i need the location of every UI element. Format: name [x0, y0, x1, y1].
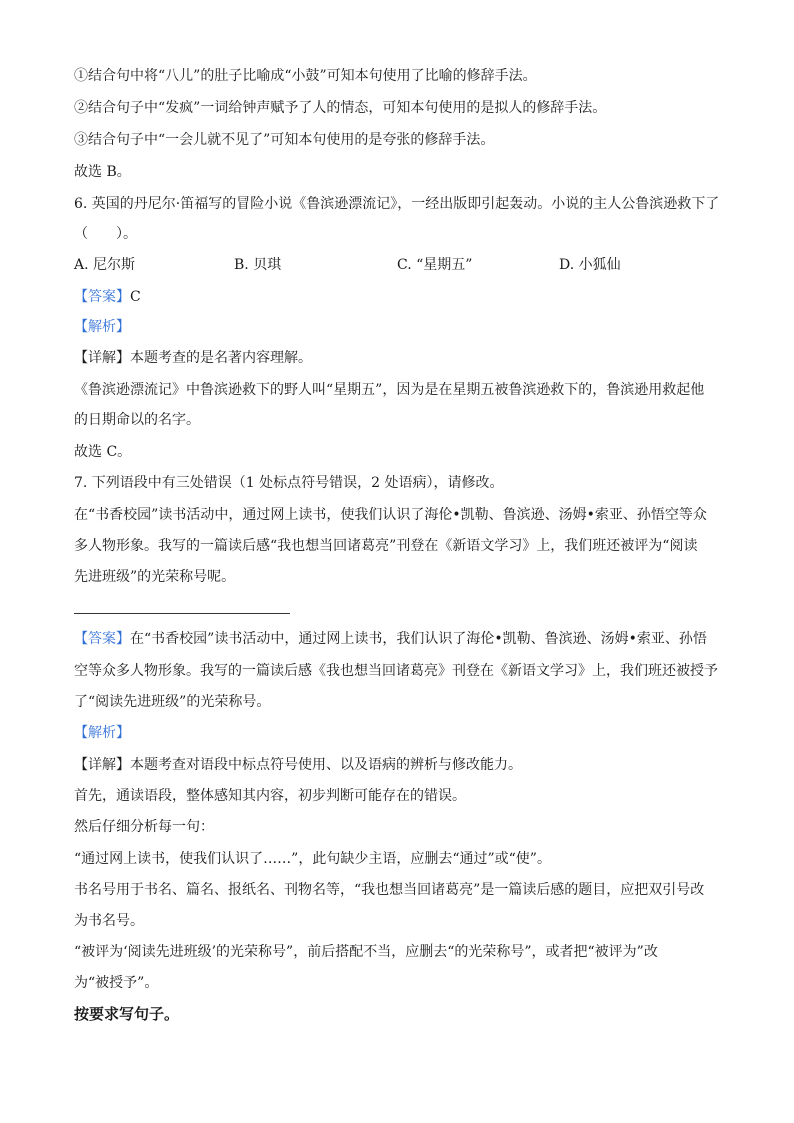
explanation-line-1: 首先，通读语段，整体感知其内容，初步判断可能存在的错误。: [74, 788, 466, 804]
answer-line-1: [74, 629, 707, 649]
explanation-line-6: “被评为‘阅读先进班级’的光荣称号”，前后搭配不当，应删去“的光荣称号”，或者把“被评为”改: [74, 944, 658, 960]
analysis-line-1: ①结合句中将“八儿”的肚子比喻成“小鼓”可知本句使用了比喻的修辞手法。: [74, 68, 537, 84]
answer-tag: 【答案】: [74, 289, 130, 305]
analysis-tag-line: [74, 723, 130, 743]
passage-line-1: 在“书香校园”读书活动中，通过网上读书，使我们认识了海伦•凯勒、鲁滨逊、汤姆•索亚、孙悟空等众: [74, 507, 707, 523]
conclusion-line: 故选 B。: [74, 164, 131, 180]
explanation-line-5: 为书名号。: [74, 913, 144, 929]
answer-line: [74, 287, 141, 307]
question-7-stem: 7. 下列语段中有三处错误（1 处标点符号错误，2 处语病），请修改。: [74, 475, 504, 491]
detail-tag: 【详解】: [74, 757, 130, 773]
option-d: D. 小狐仙: [559, 257, 621, 273]
explanation-line-1: 《鲁滨逊漂流记》中鲁滨逊救下的野人叫“星期五”，因为是在星期五被鲁滨逊救下的，鲁滨逊用救起他: [74, 382, 705, 398]
analysis-line-3: ③结合句子中“一会儿就不见了”可知本句使用的是夸张的修辞手法。: [74, 132, 495, 148]
detail-text: 本题考查的是名著内容理解。: [130, 350, 312, 366]
conclusion-line: 故选 C。: [74, 444, 132, 460]
answer-value: C: [130, 289, 141, 305]
answer-tag: 【答案】: [74, 631, 130, 647]
explanation-line-4: 书名号用于书名、篇名、报纸名、刊物名等，“我也想当回诸葛亮”是一篇读后感的题目，应把双引号改: [74, 882, 705, 898]
answer-line-2: 空等众多人物形象。我写的一篇读后感《我也想当回诸葛亮》刊登在《新语文学习》上，我们班还被授予: [74, 663, 718, 679]
option-c: C. “星期五”: [397, 257, 473, 273]
answer-text-1: 在“书香校园”读书活动中，通过网上读书，我们认识了海伦•凯勒、鲁滨逊、汤姆•索亚、孙悟: [130, 631, 707, 647]
answer-line-3: 了“阅读先进班级”的光荣称号。: [74, 694, 271, 710]
analysis-tag-line: [74, 317, 130, 337]
explanation-line-7: 为“被授予”。: [74, 975, 159, 991]
passage-line-2: 多人物形象。我写的一篇读后感“我也想当回诸葛亮”刊登在《新语文学习》上，我们班还被评为“阅读: [74, 538, 698, 554]
explanation-line-3: “通过网上读书，使我们认识了……”，此句缺少主语，应删去“通过”或“使”。: [74, 851, 551, 867]
analysis-tag: 【解析】: [74, 725, 130, 741]
question-6-stem: 6. 英国的丹尼尔·笛福写的冒险小说《鲁滨逊漂流记》，一经出版即引起轰动。小说的主人公鲁滨逊救下了: [74, 196, 720, 212]
detail-text: 本题考查对语段中标点符号使用、以及语病的辨析与修改能力。: [130, 757, 522, 773]
section-heading: 按要求写句子。: [74, 1005, 180, 1023]
passage-line-3: 先进班级”的光荣称号呢。: [74, 569, 236, 585]
detail-line: [74, 755, 522, 775]
detail-tag: 【详解】: [74, 350, 130, 366]
question-6-blank: （ ）。: [74, 226, 137, 242]
detail-line: [74, 348, 312, 368]
analysis-line-2: ②结合句子中“发疯”一词给钟声赋予了人的情态，可知本句使用的是拟人的修辞手法。: [74, 100, 607, 116]
answer-blank-line: [74, 613, 290, 614]
explanation-line-2: 的日期命以的名字。: [74, 412, 200, 428]
explanation-line-2: 然后仔细分析每一句：: [74, 819, 214, 835]
option-b: B. 贝琪: [234, 257, 282, 273]
option-a: A. 尼尔斯: [74, 257, 136, 273]
analysis-tag: 【解析】: [74, 319, 130, 335]
